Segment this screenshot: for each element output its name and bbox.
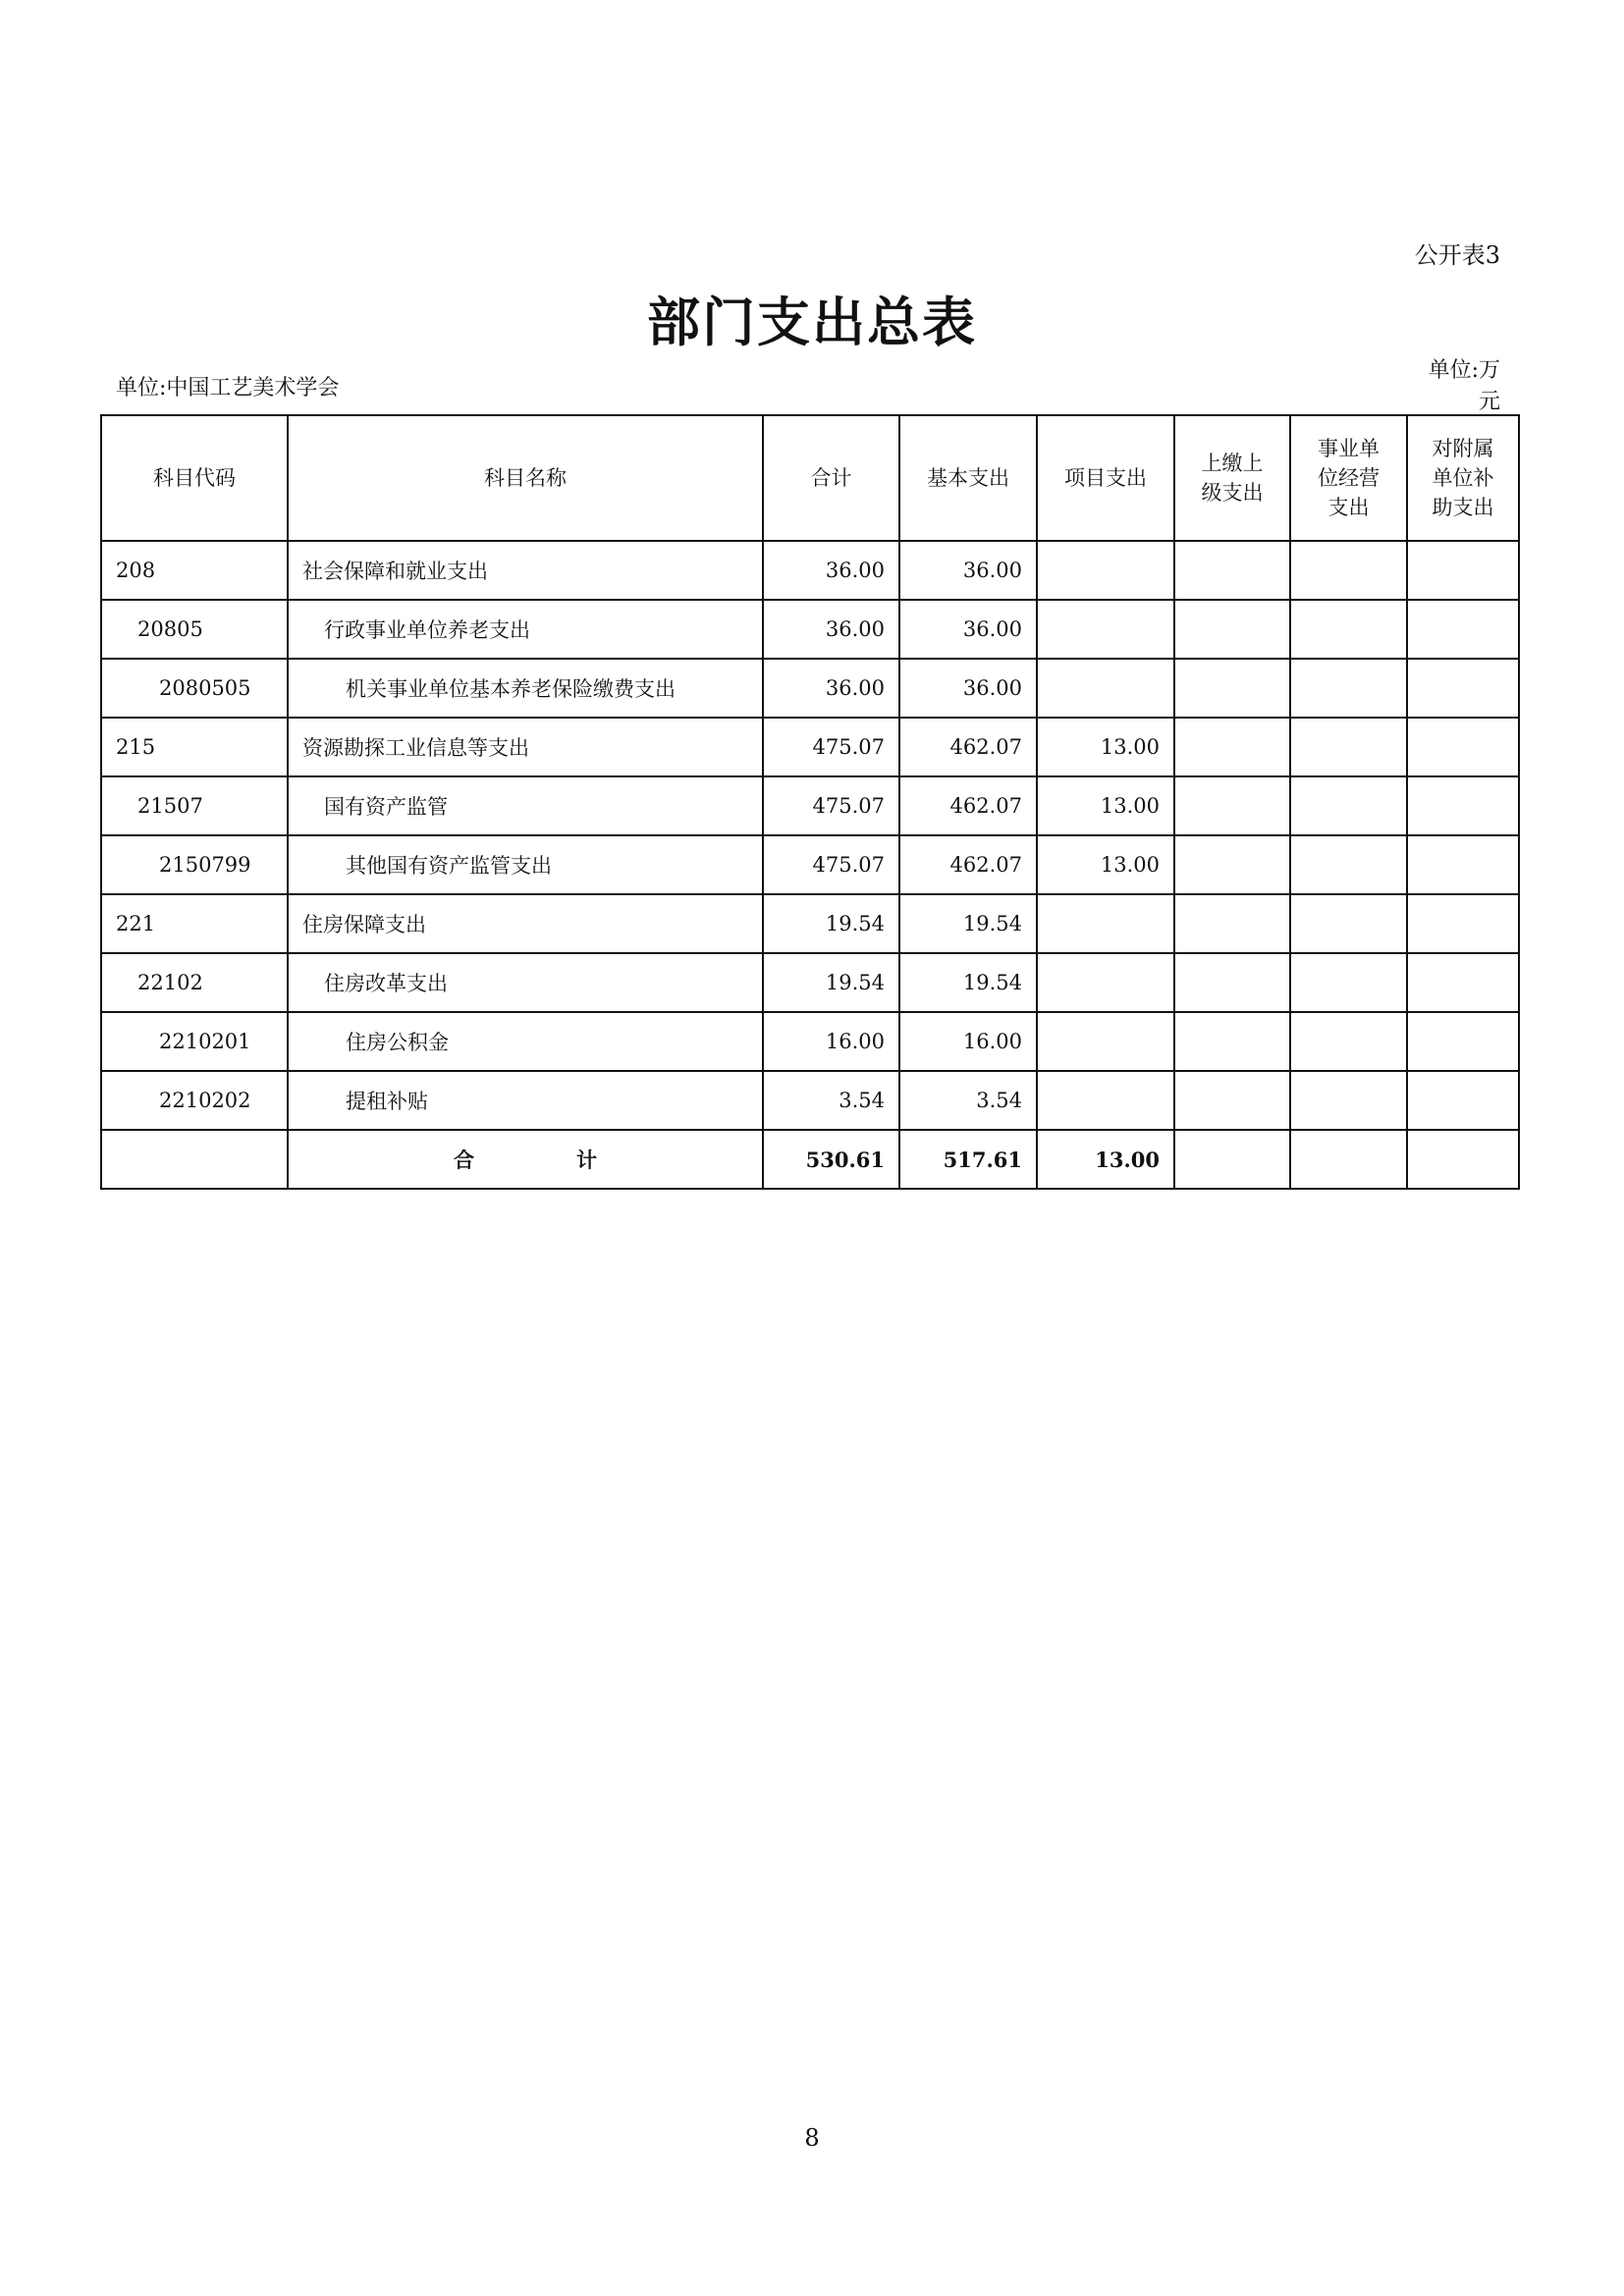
row-code: 20805	[101, 600, 288, 659]
total-basic: 517.61	[899, 1130, 1037, 1189]
total-sum: 530.61	[763, 1130, 899, 1189]
header-upper: 上缴上级支出	[1174, 415, 1290, 541]
total-project: 13.00	[1037, 1130, 1174, 1189]
row-name: 资源勘探工业信息等支出	[288, 718, 763, 776]
row-project	[1037, 659, 1174, 718]
header-project: 项目支出	[1037, 415, 1174, 541]
row-upper	[1174, 953, 1290, 1012]
row-project	[1037, 1012, 1174, 1071]
row-upper	[1174, 776, 1290, 835]
row-basic: 36.00	[899, 600, 1037, 659]
header-total: 合计	[763, 415, 899, 541]
row-business	[1290, 953, 1407, 1012]
table-row	[101, 1012, 1519, 1071]
table-row	[101, 541, 1519, 600]
row-code: 215	[101, 718, 288, 776]
row-upper	[1174, 659, 1290, 718]
row-project	[1037, 600, 1174, 659]
row-total: 3.54	[763, 1071, 899, 1130]
row-code: 2210202	[101, 1071, 288, 1130]
row-subsidy	[1407, 541, 1519, 600]
row-total: 475.07	[763, 718, 899, 776]
row-name: 机关事业单位基本养老保险缴费支出	[288, 659, 763, 718]
row-project	[1037, 894, 1174, 953]
row-project: 13.00	[1037, 776, 1174, 835]
row-business	[1290, 835, 1407, 894]
row-upper	[1174, 835, 1290, 894]
table-row	[101, 953, 1519, 1012]
table-tag: 公开表3	[1414, 241, 1500, 269]
row-total: 36.00	[763, 659, 899, 718]
row-name: 住房改革支出	[288, 953, 763, 1012]
row-total: 16.00	[763, 1012, 899, 1071]
row-subsidy	[1407, 1071, 1519, 1130]
header-business: 事业单位经营支出	[1290, 415, 1407, 541]
row-basic: 16.00	[899, 1012, 1037, 1071]
total-label-b: 计	[576, 1148, 597, 1172]
row-business	[1290, 718, 1407, 776]
row-basic: 19.54	[899, 953, 1037, 1012]
unit-organization: 单位:中国工艺美术学会	[116, 376, 340, 400]
page-title: 部门支出总表	[647, 292, 977, 353]
table-row	[101, 894, 1519, 953]
row-subsidy	[1407, 659, 1519, 718]
table-row	[101, 659, 1519, 718]
row-business	[1290, 1012, 1407, 1071]
row-upper	[1174, 718, 1290, 776]
row-subsidy	[1407, 718, 1519, 776]
row-subsidy	[1407, 835, 1519, 894]
row-subsidy	[1407, 953, 1519, 1012]
total-upper	[1174, 1130, 1290, 1189]
row-upper	[1174, 894, 1290, 953]
row-upper	[1174, 541, 1290, 600]
row-name: 其他国有资产监管支出	[288, 835, 763, 894]
header-subsidy: 对附属单位补助支出	[1407, 415, 1519, 541]
row-code: 208	[101, 541, 288, 600]
row-total: 19.54	[763, 953, 899, 1012]
row-basic: 462.07	[899, 718, 1037, 776]
row-subsidy	[1407, 600, 1519, 659]
row-business	[1290, 659, 1407, 718]
row-name: 住房公积金	[288, 1012, 763, 1071]
table-row	[101, 1071, 1519, 1130]
total-subsidy	[1407, 1130, 1519, 1189]
row-code: 2210201	[101, 1012, 288, 1071]
row-business	[1290, 1071, 1407, 1130]
row-code: 2080505	[101, 659, 288, 718]
row-basic: 36.00	[899, 659, 1037, 718]
table-row	[101, 600, 1519, 659]
table-row	[101, 776, 1519, 835]
row-subsidy	[1407, 1012, 1519, 1071]
row-total: 36.00	[763, 541, 899, 600]
row-business	[1290, 776, 1407, 835]
row-upper	[1174, 1071, 1290, 1130]
row-total: 475.07	[763, 835, 899, 894]
header-basic: 基本支出	[899, 415, 1037, 541]
unit-currency: 单位:万元	[1428, 358, 1500, 414]
row-upper	[1174, 600, 1290, 659]
row-name: 社会保障和就业支出	[288, 541, 763, 600]
row-basic: 462.07	[899, 835, 1037, 894]
row-subsidy	[1407, 894, 1519, 953]
row-basic: 36.00	[899, 541, 1037, 600]
row-code: 221	[101, 894, 288, 953]
header-row	[101, 415, 1519, 541]
row-project	[1037, 541, 1174, 600]
row-basic: 3.54	[899, 1071, 1037, 1130]
total-label-a: 合	[454, 1148, 474, 1172]
row-basic: 19.54	[899, 894, 1037, 953]
row-business	[1290, 894, 1407, 953]
row-code: 2150799	[101, 835, 288, 894]
expenditure-table	[100, 414, 1520, 1190]
row-project: 13.00	[1037, 835, 1174, 894]
row-total: 36.00	[763, 600, 899, 659]
table-row	[101, 718, 1519, 776]
row-code: 22102	[101, 953, 288, 1012]
row-total: 475.07	[763, 776, 899, 835]
row-basic: 462.07	[899, 776, 1037, 835]
row-upper	[1174, 1012, 1290, 1071]
row-business	[1290, 541, 1407, 600]
row-name: 行政事业单位养老支出	[288, 600, 763, 659]
total-business	[1290, 1130, 1407, 1189]
table-row	[101, 835, 1519, 894]
row-business	[1290, 600, 1407, 659]
row-code: 21507	[101, 776, 288, 835]
total-label	[288, 1130, 763, 1189]
row-name: 提租补贴	[288, 1071, 763, 1130]
row-project: 13.00	[1037, 718, 1174, 776]
row-subsidy	[1407, 776, 1519, 835]
row-project	[1037, 1071, 1174, 1130]
total-code-cell	[101, 1130, 288, 1189]
row-name: 住房保障支出	[288, 894, 763, 953]
row-project	[1037, 953, 1174, 1012]
row-name: 国有资产监管	[288, 776, 763, 835]
header-name: 科目名称	[288, 415, 763, 541]
total-row	[101, 1130, 1519, 1189]
row-total: 19.54	[763, 894, 899, 953]
page-number: 8	[804, 2124, 820, 2152]
header-code: 科目代码	[101, 415, 288, 541]
